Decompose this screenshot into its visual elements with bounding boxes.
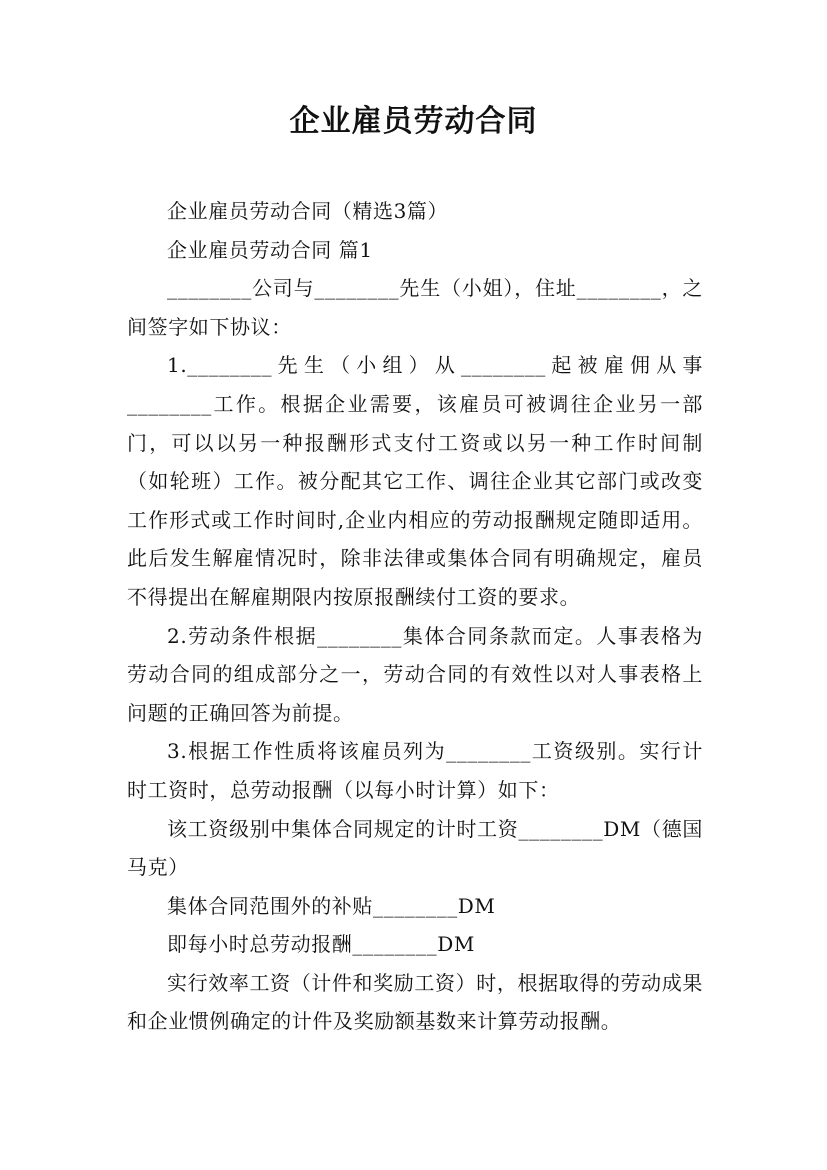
paragraph-clause-3: 3.根据工作性质将该雇员列为________工资级别。实行计时工资时，总劳动报酬（以每小时计算）如下： <box>127 739 703 802</box>
paragraph-clause-1: 1.________先生（小组）从________起被雇佣从事________工作。根据企业需要，该雇员可被调往企业另一部门，可以以另一种报酬形式支付工资或以另一种工作时间制（如轮班）工作。被分配其它工作、调往企业其它部门或改变工作形式或工作时间时,企业内相应的劳动报酬规定随即适用。此后发生解雇情况时，除非法律或集体合同有明确规定，雇员不得提出在解雇期限内按原报酬续付工资的要求。 <box>127 353 703 609</box>
paragraph-subtitle: 企业雇员劳动合同（精选3篇） <box>167 199 449 223</box>
paragraph-section-heading: 企业雇员劳动合同 篇1 <box>167 237 373 262</box>
paragraph-total-hourly: 即每小时总劳动报酬________DM <box>167 932 475 957</box>
paragraph-parties: ________公司与________先生（小姐），住址________，之间签字如下协议： <box>127 276 703 339</box>
paragraph-hourly-wage: 该工资级别中集体合同规定的计时工资________DM（德国马克） <box>127 816 703 880</box>
paragraph-allowance: 集体合同范围外的补贴________DM <box>167 893 496 918</box>
document-title: 企业雇员劳动合同 <box>289 104 538 139</box>
document-body <box>127 192 703 1041</box>
paragraph-clause-2: 2.劳动条件根据________集体合同条款而定。人事表格为劳动合同的组成部分之一，劳动合同的有效性以对人事表格上问题的正确回答为前提。 <box>127 623 703 725</box>
paragraph-efficiency-wage: 实行效率工资（计件和奖励工资）时，根据取得的劳动成果和企业惯例确定的计件及奖励额基数来计算劳动报酬。 <box>127 970 703 1034</box>
